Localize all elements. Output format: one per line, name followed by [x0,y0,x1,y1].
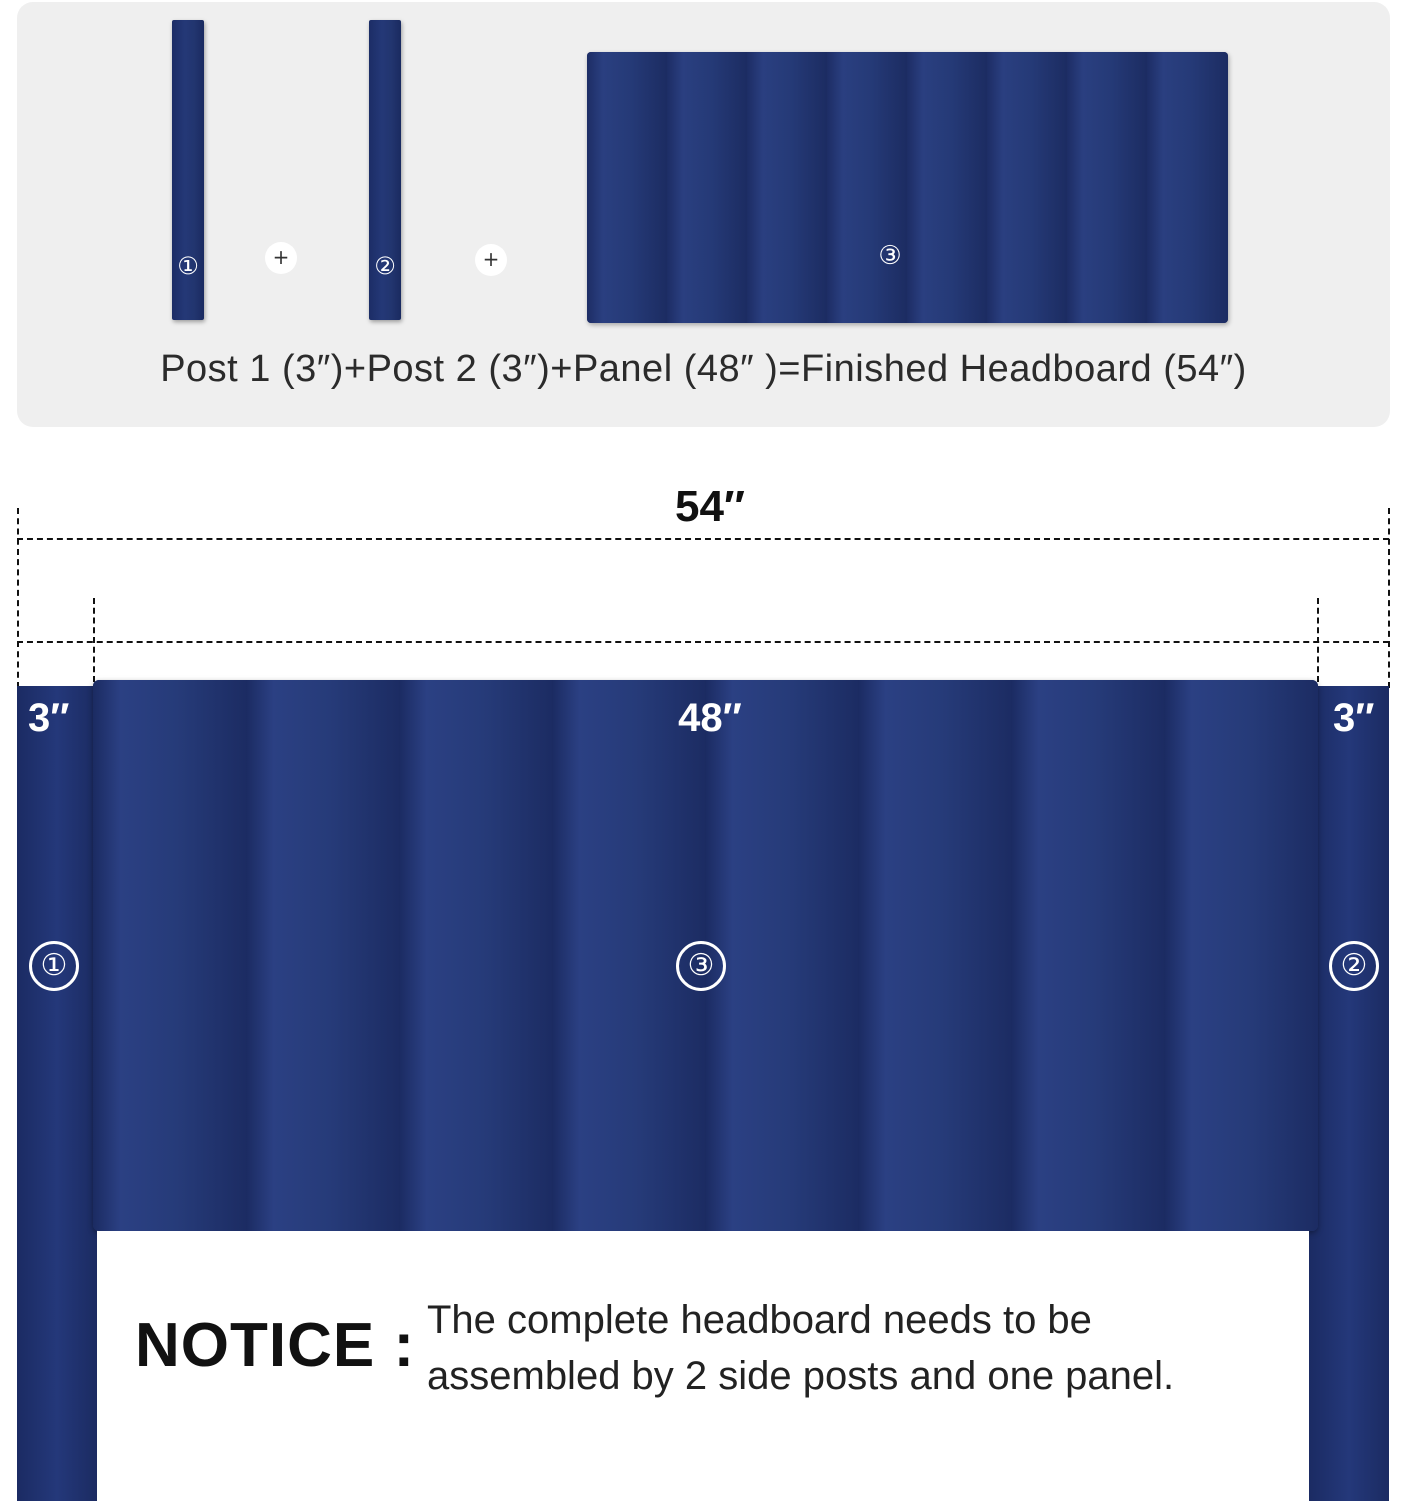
panel-channel [1011,680,1167,1231]
left-post-width-label: 3″ [28,696,70,740]
notice-title: NOTICE : [135,1311,416,1380]
left-post-marker: ① [29,941,79,991]
panel-channel [987,52,1069,323]
segment-width-line [17,641,1389,643]
panel-marker: ③ [676,941,726,991]
post-1-marker: ① [177,252,199,280]
total-width-label: 54″ [674,482,746,531]
panel-channel [858,680,1014,1231]
plus-sign: + [265,242,297,274]
dimension-tick-left [17,508,19,688]
post-2-marker: ② [374,252,396,280]
panel-channel [667,52,749,323]
panel-channel [1147,52,1228,323]
panel-channel [747,52,829,323]
post-2-image [369,20,401,320]
right-post [1309,686,1389,1501]
panel-channel [907,52,989,323]
assembly-formula: Post 1 (3″)+Post 2 (3″)+Panel (48″ )=Finished Headboard (54″) [160,348,1247,390]
left-post [17,686,97,1501]
total-width-line [17,538,1389,540]
notice-line-2: assembled by 2 side posts and one panel. [427,1354,1175,1398]
dimension-tick-panel-left [93,598,95,682]
panel-channel [705,680,861,1231]
panel-channel [587,52,669,323]
panel-channel [399,680,555,1231]
right-post-marker: ② [1329,941,1379,991]
panel-width-label: 48″ [678,696,742,740]
right-post-width-label: 3″ [1333,696,1375,740]
panel-channel [93,680,249,1231]
post-1-image [172,20,204,320]
dimension-tick-right [1388,508,1390,688]
panel-channel [246,680,402,1231]
dimension-tick-panel-right [1317,598,1319,682]
panel-channel [827,52,909,323]
plus-sign: + [475,244,507,276]
panel-channel [1067,52,1149,323]
panel-marker: ③ [878,241,902,271]
notice-body [427,1292,1307,1404]
notice-line-1: The complete headboard needs to be [427,1298,1092,1342]
panel-channel [1164,680,1318,1231]
panel-image [587,52,1228,323]
